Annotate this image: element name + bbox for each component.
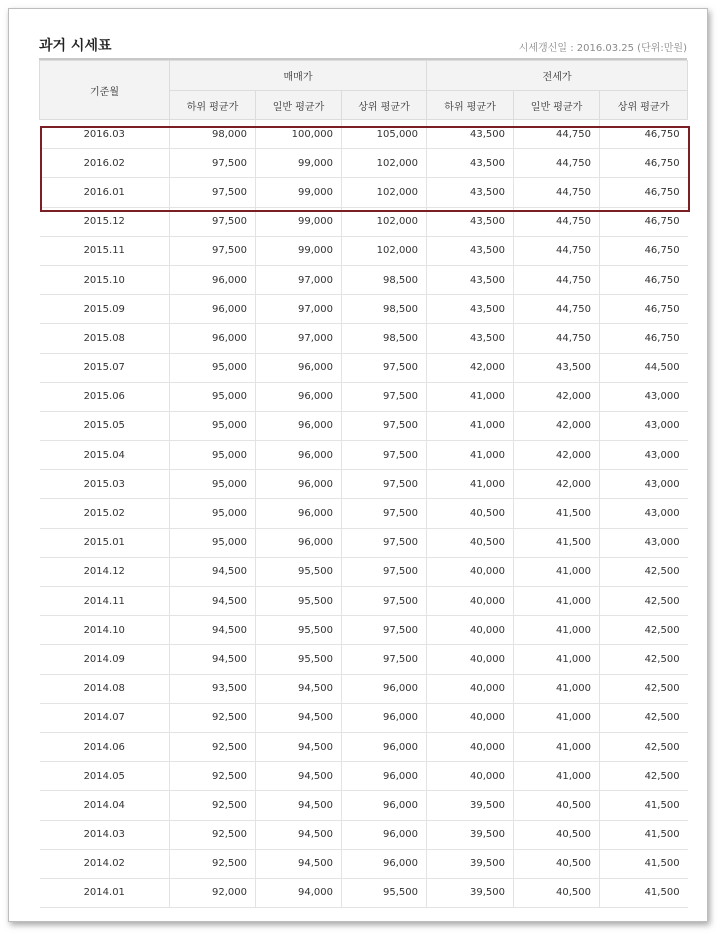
price-cell: 96,000: [342, 762, 427, 791]
price-cell: 42,500: [600, 762, 688, 791]
price-cell: 97,500: [342, 587, 427, 616]
price-cell: 96,000: [342, 791, 427, 820]
price-cell: 40,000: [427, 732, 514, 761]
month-cell: 2016.02: [40, 149, 170, 178]
price-cell: 98,500: [342, 265, 427, 294]
table-row: [40, 587, 688, 616]
price-cell: 43,500: [427, 178, 514, 207]
month-cell: 2014.07: [40, 703, 170, 732]
price-cell: 102,000: [342, 149, 427, 178]
price-cell: 44,750: [514, 120, 600, 149]
price-cell: 92,500: [170, 762, 256, 791]
price-cell: 95,000: [170, 353, 256, 382]
price-cell: 41,000: [514, 703, 600, 732]
price-cell: 96,000: [256, 470, 342, 499]
table-row: [40, 353, 688, 382]
month-cell: 2015.04: [40, 441, 170, 470]
table-row: [40, 820, 688, 849]
price-cell: 95,000: [170, 499, 256, 528]
price-cell: 44,500: [600, 353, 688, 382]
price-cell: 98,000: [170, 120, 256, 149]
price-cell: 94,000: [256, 878, 342, 907]
price-cell: 97,500: [342, 411, 427, 440]
price-cell: 43,500: [427, 324, 514, 353]
price-cell: 97,500: [342, 470, 427, 499]
price-cell: 94,500: [256, 791, 342, 820]
table-row: [40, 178, 688, 207]
price-cell: 42,000: [514, 470, 600, 499]
table-row: [40, 207, 688, 236]
price-cell: 95,500: [256, 557, 342, 586]
price-cell: 44,750: [514, 178, 600, 207]
price-cell: 95,500: [256, 616, 342, 645]
month-cell: 2014.03: [40, 820, 170, 849]
table-row: [40, 441, 688, 470]
table-row: [40, 265, 688, 294]
price-cell: 100,000: [256, 120, 342, 149]
table-row: [40, 878, 688, 907]
month-cell: 2014.01: [40, 878, 170, 907]
price-cell: 42,000: [514, 382, 600, 411]
price-cell: 97,500: [170, 178, 256, 207]
price-cell: 41,000: [427, 441, 514, 470]
jeonse-mid-header: 일반 평균가: [514, 91, 600, 120]
price-cell: 97,500: [342, 441, 427, 470]
month-cell: 2014.11: [40, 587, 170, 616]
price-cell: 97,000: [256, 265, 342, 294]
month-cell: 2015.09: [40, 295, 170, 324]
table-row: [40, 324, 688, 353]
price-cell: 94,500: [170, 557, 256, 586]
price-cell: 39,500: [427, 791, 514, 820]
price-cell: 41,000: [514, 732, 600, 761]
price-cell: 96,000: [170, 324, 256, 353]
price-cell: 97,500: [170, 236, 256, 265]
price-cell: 41,000: [514, 645, 600, 674]
price-cell: 96,000: [342, 820, 427, 849]
price-cell: 96,000: [342, 849, 427, 878]
price-cell: 95,000: [170, 411, 256, 440]
price-cell: 46,750: [600, 324, 688, 353]
price-cell: 102,000: [342, 207, 427, 236]
price-cell: 95,000: [170, 470, 256, 499]
price-cell: 93,500: [170, 674, 256, 703]
sale-price-group-header: 매매가: [170, 61, 427, 91]
price-cell: 92,500: [170, 732, 256, 761]
table-row: [40, 528, 688, 557]
month-cell: 2014.08: [40, 674, 170, 703]
month-cell: 2015.02: [40, 499, 170, 528]
jeonse-high-header: 상위 평균가: [600, 91, 688, 120]
price-cell: 95,000: [170, 382, 256, 411]
price-cell: 99,000: [256, 178, 342, 207]
price-cell: 40,000: [427, 616, 514, 645]
price-cell: 46,750: [600, 207, 688, 236]
section-header: [9, 9, 707, 55]
month-cell: 2015.12: [40, 207, 170, 236]
price-cell: 44,750: [514, 295, 600, 324]
table-row: [40, 411, 688, 440]
jeonse-low-header: 하위 평균가: [427, 91, 514, 120]
price-cell: 94,500: [256, 732, 342, 761]
price-cell: 43,000: [600, 441, 688, 470]
price-cell: 43,500: [427, 149, 514, 178]
price-cell: 43,000: [600, 470, 688, 499]
price-cell: 95,000: [170, 528, 256, 557]
price-cell: 46,750: [600, 120, 688, 149]
price-cell: 43,000: [600, 411, 688, 440]
price-cell: 40,500: [514, 849, 600, 878]
price-cell: 46,750: [600, 149, 688, 178]
month-cell: 2014.12: [40, 557, 170, 586]
table-row: [40, 149, 688, 178]
month-cell: 2015.03: [40, 470, 170, 499]
screenshot-frame: [8, 8, 708, 922]
price-cell: 41,000: [514, 557, 600, 586]
price-cell: 97,500: [342, 645, 427, 674]
price-cell: 42,500: [600, 703, 688, 732]
price-cell: 41,500: [600, 878, 688, 907]
table-row: [40, 849, 688, 878]
month-cell: 2015.05: [40, 411, 170, 440]
price-cell: 44,750: [514, 324, 600, 353]
price-cell: 97,500: [342, 528, 427, 557]
price-cell: 40,000: [427, 557, 514, 586]
price-cell: 97,500: [342, 557, 427, 586]
month-cell: 2014.06: [40, 732, 170, 761]
price-cell: 41,000: [514, 587, 600, 616]
price-cell: 97,500: [170, 207, 256, 236]
table-row: [40, 732, 688, 761]
sale-high-header: 상위 평균가: [342, 91, 427, 120]
price-cell: 97,000: [256, 295, 342, 324]
price-cell: 102,000: [342, 236, 427, 265]
month-cell: 2014.02: [40, 849, 170, 878]
price-cell: 94,500: [170, 645, 256, 674]
price-cell: 94,500: [256, 703, 342, 732]
price-cell: 41,500: [514, 499, 600, 528]
table-row: [40, 382, 688, 411]
month-cell: 2015.01: [40, 528, 170, 557]
price-cell: 46,750: [600, 295, 688, 324]
price-cell: 43,500: [427, 236, 514, 265]
price-cell: 98,500: [342, 295, 427, 324]
price-cell: 42,500: [600, 587, 688, 616]
month-cell: 2014.10: [40, 616, 170, 645]
price-cell: 39,500: [427, 849, 514, 878]
price-history-table: [39, 58, 687, 908]
price-cell: 41,500: [514, 528, 600, 557]
price-cell: 92,000: [170, 878, 256, 907]
table-row: [40, 499, 688, 528]
price-cell: 41,000: [427, 470, 514, 499]
month-cell: 2014.09: [40, 645, 170, 674]
price-cell: 46,750: [600, 236, 688, 265]
table-body: [40, 120, 688, 908]
price-cell: 43,500: [427, 295, 514, 324]
price-cell: 40,000: [427, 703, 514, 732]
price-cell: 46,750: [600, 265, 688, 294]
price-cell: 97,000: [256, 324, 342, 353]
update-info: 시세갱신일 : 2016.03.25 (단위:만원): [518, 43, 687, 54]
price-cell: 96,000: [170, 295, 256, 324]
price-cell: 41,000: [514, 674, 600, 703]
price-cell: 92,500: [170, 849, 256, 878]
price-cell: 43,000: [600, 499, 688, 528]
price-cell: 40,500: [427, 528, 514, 557]
price-cell: 42,500: [600, 645, 688, 674]
price-cell: 43,500: [427, 265, 514, 294]
month-cell: 2016.03: [40, 120, 170, 149]
price-cell: 92,500: [170, 820, 256, 849]
price-cell: 44,750: [514, 236, 600, 265]
price-cell: 96,000: [170, 265, 256, 294]
price-cell: 43,500: [514, 353, 600, 382]
table-row: [40, 120, 688, 149]
price-cell: 43,000: [600, 528, 688, 557]
price-cell: 40,500: [514, 791, 600, 820]
price-cell: 98,500: [342, 324, 427, 353]
month-cell: 2015.10: [40, 265, 170, 294]
price-cell: 96,000: [256, 499, 342, 528]
month-cell: 2015.11: [40, 236, 170, 265]
price-cell: 42,500: [600, 674, 688, 703]
price-cell: 41,500: [600, 820, 688, 849]
price-cell: 95,500: [256, 645, 342, 674]
price-cell: 102,000: [342, 178, 427, 207]
price-cell: 94,500: [170, 616, 256, 645]
price-cell: 94,500: [170, 587, 256, 616]
price-cell: 42,000: [514, 441, 600, 470]
price-cell: 99,000: [256, 149, 342, 178]
table-row: [40, 645, 688, 674]
table-row: [40, 236, 688, 265]
price-cell: 43,500: [427, 120, 514, 149]
month-cell: 2014.04: [40, 791, 170, 820]
price-cell: 40,500: [427, 499, 514, 528]
price-cell: 96,000: [256, 528, 342, 557]
price-cell: 97,500: [342, 382, 427, 411]
price-cell: 41,000: [427, 382, 514, 411]
price-cell: 95,500: [342, 878, 427, 907]
price-cell: 97,500: [342, 616, 427, 645]
price-cell: 97,500: [170, 149, 256, 178]
price-cell: 94,500: [256, 820, 342, 849]
price-cell: 40,000: [427, 645, 514, 674]
table-row: [40, 616, 688, 645]
price-cell: 105,000: [342, 120, 427, 149]
page-title: 과거 시세표: [39, 38, 112, 54]
date-column-header: 기준월: [40, 61, 170, 120]
price-cell: 96,000: [342, 703, 427, 732]
table-row: [40, 295, 688, 324]
price-cell: 94,500: [256, 849, 342, 878]
price-cell: 40,500: [514, 820, 600, 849]
month-cell: 2016.01: [40, 178, 170, 207]
price-cell: 94,500: [256, 762, 342, 791]
price-cell: 97,500: [342, 499, 427, 528]
jeonse-price-group-header: 전세가: [427, 61, 688, 91]
price-cell: 97,500: [342, 353, 427, 382]
price-cell: 44,750: [514, 207, 600, 236]
price-cell: 41,000: [427, 411, 514, 440]
price-cell: 40,000: [427, 674, 514, 703]
price-cell: 42,000: [514, 411, 600, 440]
price-cell: 95,000: [170, 441, 256, 470]
table-row: [40, 674, 688, 703]
table-row: [40, 557, 688, 586]
price-cell: 39,500: [427, 878, 514, 907]
price-cell: 44,750: [514, 149, 600, 178]
sale-low-header: 하위 평균가: [170, 91, 256, 120]
price-cell: 92,500: [170, 791, 256, 820]
price-cell: 43,000: [600, 382, 688, 411]
price-cell: 96,000: [256, 382, 342, 411]
price-cell: 96,000: [256, 353, 342, 382]
price-cell: 92,500: [170, 703, 256, 732]
price-cell: 96,000: [256, 441, 342, 470]
price-cell: 42,500: [600, 732, 688, 761]
table-row: [40, 470, 688, 499]
price-cell: 95,500: [256, 587, 342, 616]
month-cell: 2015.08: [40, 324, 170, 353]
table-row: [40, 791, 688, 820]
price-cell: 94,500: [256, 674, 342, 703]
price-cell: 41,500: [600, 849, 688, 878]
price-cell: 40,000: [427, 762, 514, 791]
price-cell: 42,500: [600, 557, 688, 586]
price-cell: 41,000: [514, 616, 600, 645]
table-row: [40, 703, 688, 732]
price-cell: 40,000: [427, 587, 514, 616]
price-cell: 96,000: [256, 411, 342, 440]
price-cell: 39,500: [427, 820, 514, 849]
price-cell: 99,000: [256, 207, 342, 236]
price-cell: 96,000: [342, 674, 427, 703]
month-cell: 2014.05: [40, 762, 170, 791]
price-cell: 43,500: [427, 207, 514, 236]
price-cell: 44,750: [514, 265, 600, 294]
price-cell: 46,750: [600, 178, 688, 207]
price-cell: 99,000: [256, 236, 342, 265]
price-cell: 42,000: [427, 353, 514, 382]
price-cell: 96,000: [342, 732, 427, 761]
price-cell: 40,500: [514, 878, 600, 907]
table-row: [40, 762, 688, 791]
price-cell: 41,500: [600, 791, 688, 820]
month-cell: 2015.06: [40, 382, 170, 411]
sale-mid-header: 일반 평균가: [256, 91, 342, 120]
price-cell: 41,000: [514, 762, 600, 791]
price-cell: 42,500: [600, 616, 688, 645]
month-cell: 2015.07: [40, 353, 170, 382]
